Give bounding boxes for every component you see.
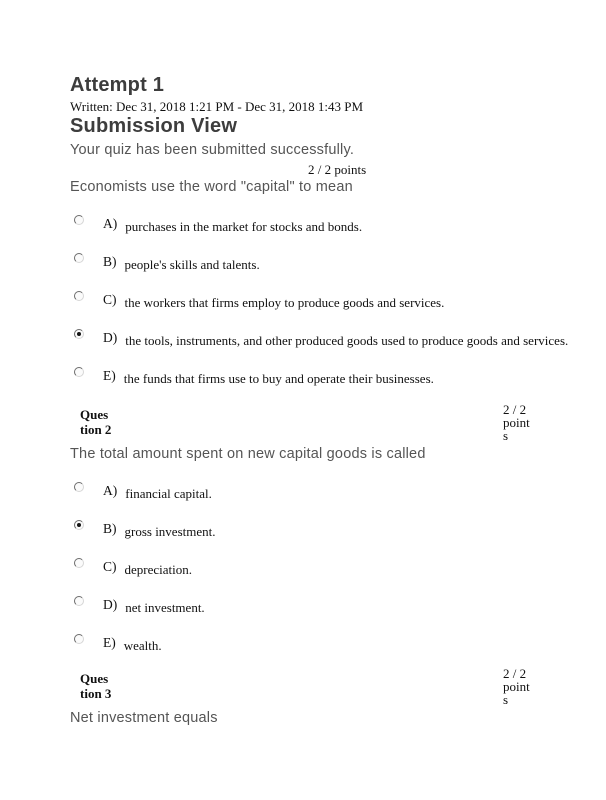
option-letter: B) xyxy=(103,521,117,536)
question-2-options xyxy=(70,481,606,651)
radio-button[interactable] xyxy=(74,329,84,339)
radio-button[interactable] xyxy=(74,253,84,263)
question-label-line: tion 2 xyxy=(80,422,112,437)
option-letter: E) xyxy=(103,368,116,383)
question-3-text: Net investment equals xyxy=(70,710,218,726)
answer-option xyxy=(70,214,606,232)
question-2-text: The total amount spent on new capital goods is called xyxy=(70,446,426,462)
answer-option xyxy=(70,519,606,537)
option-text: purchases in the market for stocks and bonds. xyxy=(125,219,363,234)
attempt-title: Attempt 1 xyxy=(70,74,165,96)
option-text: gross investment. xyxy=(124,524,216,539)
radio-button[interactable] xyxy=(74,596,84,606)
question-label-line: Ques xyxy=(80,407,109,422)
question-label-line: tion 3 xyxy=(80,686,112,701)
answer-option xyxy=(70,595,606,613)
radio-button[interactable] xyxy=(74,215,84,225)
question-1-options xyxy=(70,214,606,384)
radio-button[interactable] xyxy=(74,634,84,644)
answer-option xyxy=(70,252,606,270)
answer-option xyxy=(70,290,606,308)
radio-button[interactable] xyxy=(74,367,84,377)
points-line: point xyxy=(503,679,530,694)
question-3-header xyxy=(70,667,537,706)
answer-option xyxy=(70,481,606,499)
question-3-label xyxy=(80,671,111,701)
option-text: net investment. xyxy=(125,600,205,615)
question-block-1 xyxy=(70,163,606,384)
option-letter: A) xyxy=(103,216,118,231)
option-text: the workers that firms employ to produce goods and services. xyxy=(124,295,445,310)
option-text: depreciation. xyxy=(124,562,192,577)
answer-option xyxy=(70,557,606,575)
radio-button[interactable] xyxy=(74,482,84,492)
option-letter: C) xyxy=(103,292,117,307)
points-line: 2 / 2 xyxy=(503,666,527,681)
option-letter: B) xyxy=(103,254,117,269)
option-letter: C) xyxy=(103,559,117,574)
option-text: the tools, instruments, and other produced goods used to produce goods and services. xyxy=(125,333,569,348)
answer-option xyxy=(70,328,606,346)
question-2-label xyxy=(80,407,111,437)
submission-status-message: Your quiz has been submitted successfully. xyxy=(70,142,355,158)
radio-button[interactable] xyxy=(74,291,84,301)
question-2-points xyxy=(503,403,537,442)
written-timestamp: Written: Dec 31, 2018 1:21 PM - Dec 31, 2018 1:43 PM xyxy=(70,99,364,114)
answer-option xyxy=(70,633,606,651)
radio-button[interactable] xyxy=(74,520,84,530)
option-text: the funds that firms use to buy and operate their businesses. xyxy=(123,371,434,386)
option-letter: A) xyxy=(103,483,118,498)
submission-view-title: Submission View xyxy=(70,115,238,137)
option-text: people's skills and talents. xyxy=(124,257,260,272)
question-label-line: Ques xyxy=(80,671,109,686)
question-1-text: Economists use the word "capital" to mean xyxy=(70,179,353,195)
option-text: financial capital. xyxy=(125,486,212,501)
points-line: s xyxy=(503,692,509,707)
question-block-2 xyxy=(70,403,606,651)
question-1-points: 2 / 2 points xyxy=(308,162,367,177)
option-letter: E) xyxy=(103,635,116,650)
question-block-3 xyxy=(70,667,606,728)
answer-option xyxy=(70,366,606,384)
question-2-header xyxy=(70,403,537,442)
points-line: s xyxy=(503,428,509,443)
question-3-points xyxy=(503,667,537,706)
points-line: 2 / 2 xyxy=(503,402,527,417)
points-line: point xyxy=(503,415,530,430)
option-text: wealth. xyxy=(123,638,162,653)
radio-button[interactable] xyxy=(74,558,84,568)
option-letter: D) xyxy=(103,330,118,345)
option-letter: D) xyxy=(103,597,118,612)
